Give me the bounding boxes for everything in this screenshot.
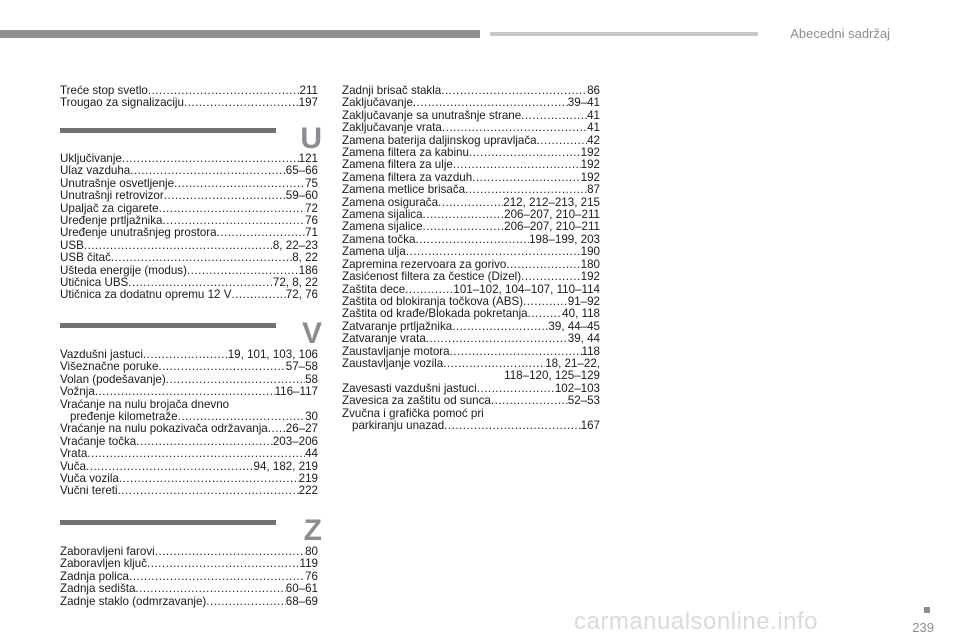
- section-divider: [60, 128, 276, 133]
- section-letter: U: [300, 122, 322, 155]
- watermark: carmanualsonline.info: [574, 608, 818, 635]
- dot-leader: [441, 85, 587, 97]
- index-entry: [342, 333, 600, 345]
- dot-leader: [423, 209, 505, 221]
- entry-pages: 192: [580, 158, 600, 172]
- entry-pages: 71: [305, 226, 318, 240]
- entry-term: Vuča: [60, 459, 86, 473]
- entry-pages: 121: [298, 152, 318, 165]
- index-entry: [342, 97, 600, 109]
- dot-leader: [406, 246, 581, 258]
- index-entry: [342, 221, 600, 233]
- dot-leader: [158, 361, 285, 373]
- index-entry: [60, 448, 318, 460]
- entry-pages: 190: [580, 245, 600, 259]
- entry-term: Zamena osigurača: [342, 195, 439, 209]
- entry-term: Unutrašnji retrovizor: [60, 189, 164, 203]
- index-entry: [342, 271, 600, 283]
- entry-pages: 8, 22–23: [272, 238, 318, 252]
- entry-pages: 180: [580, 257, 600, 271]
- entry-term: Vožnja: [60, 385, 95, 399]
- entry-pages: 72: [305, 201, 318, 215]
- index-entry: [60, 423, 318, 435]
- entry-pages: 206–207, 210–211: [504, 208, 600, 222]
- entry-pages: 101–102, 104–107, 110–114: [453, 282, 600, 296]
- section-z-entries: [60, 546, 318, 608]
- index-left-top: [60, 85, 318, 110]
- section-letter: V: [301, 317, 322, 350]
- entry-pages: 44: [305, 447, 318, 461]
- entry-pages: 192: [580, 270, 600, 284]
- entry-pages: 102–103: [554, 381, 600, 395]
- entry-term: Vučni tereti: [60, 484, 118, 498]
- entry-term: Vuča vozila: [60, 472, 119, 486]
- index-entry: [60, 596, 318, 608]
- entry-pages: 192: [580, 170, 600, 184]
- page-number: 239: [912, 620, 934, 635]
- entry-pages: 39, 44: [567, 332, 600, 346]
- section-divider: [60, 520, 276, 525]
- entry-pages: 19, 101, 103, 106: [227, 348, 318, 361]
- dot-leader: [122, 153, 299, 165]
- entry-term: Vraćanje na nulu pokazivača održavanja: [60, 422, 268, 436]
- dot-leader: [147, 558, 300, 570]
- entry-term: Uređenje unutrašnjeg prostora: [60, 226, 217, 240]
- entry-term: USB čitač: [60, 251, 111, 265]
- entry-term: Zavesasti vazdušni jastuci: [342, 381, 477, 395]
- index-entry: [342, 370, 600, 382]
- entry-pages: 222: [298, 484, 318, 498]
- entry-pages: 30: [305, 410, 318, 424]
- entry-pages: 8, 22: [292, 251, 318, 265]
- dot-leader: [423, 221, 505, 233]
- dot-leader: [521, 110, 587, 122]
- header-bar-light: [490, 32, 758, 36]
- dot-leader: [491, 395, 568, 407]
- index-entry: [342, 122, 600, 134]
- entry-pages: 76: [305, 214, 318, 228]
- dot-leader: [426, 333, 568, 345]
- entry-term: USB: [60, 238, 84, 252]
- section-v-entries: [60, 349, 318, 498]
- entry-pages: 18, 21–22,: [545, 356, 600, 370]
- index-entry: [60, 190, 318, 202]
- entry-term: Zamena sijalica: [342, 208, 423, 222]
- index-entry: [60, 485, 318, 497]
- section-divider: [60, 323, 276, 328]
- entry-term: Treće stop svetlo: [60, 84, 148, 97]
- entry-term: Zvučna i grafička pomoć pri: [342, 406, 484, 420]
- entry-term: Vraćanje točka: [60, 434, 137, 448]
- entry-pages: 116–117: [274, 385, 318, 399]
- entry-pages: 118: [581, 344, 600, 358]
- entry-term: Zaustavljanje vozila: [342, 356, 444, 370]
- entry-pages: 75: [305, 176, 318, 190]
- entry-term: Zaštita dece: [342, 282, 406, 296]
- dot-leader: [111, 252, 292, 264]
- entry-pages: 86: [587, 84, 600, 97]
- entry-pages: 26–27: [285, 422, 318, 436]
- entry-term: Zadnja sedišta: [60, 582, 136, 596]
- entry-pages: 41: [587, 108, 600, 122]
- entry-term: Ušteda energije (modus): [60, 263, 187, 277]
- dot-leader: [206, 596, 285, 608]
- dot-leader: [118, 485, 299, 497]
- entry-term: Ulaz vazduha: [60, 164, 131, 178]
- dot-leader: [444, 420, 580, 432]
- entry-term: Zamena sijalice: [342, 220, 423, 234]
- section-title: Abecedni sadržaj: [790, 26, 890, 41]
- entry-term: Zamena ulja: [342, 245, 406, 259]
- dot-leader: [231, 289, 285, 301]
- dot-leader: [472, 172, 580, 184]
- dot-leader: [537, 135, 587, 147]
- entry-pages: 211: [299, 84, 318, 97]
- dot-leader: [521, 271, 581, 283]
- entry-term: Volan (podešavanje): [60, 372, 166, 386]
- index-entry: [60, 97, 318, 109]
- entry-pages: 206–207, 210–211: [504, 220, 600, 234]
- dot-leader: [119, 473, 299, 485]
- entry-pages: 80: [305, 545, 318, 558]
- entry-term: Zadnje staklo (odmrzavanje): [60, 594, 207, 608]
- entry-term: pređenje kilometraže: [70, 410, 178, 424]
- dot-leader: [155, 546, 305, 558]
- entry-term: Trougao za signalizaciju: [60, 96, 184, 110]
- entry-pages: 87: [587, 183, 600, 197]
- entry-pages: 192: [580, 146, 600, 160]
- entry-term: Zamena filtera za kabinu: [342, 146, 469, 160]
- index-entry: [342, 159, 600, 171]
- entry-pages: 72, 8, 22: [272, 276, 318, 290]
- entry-pages: 40, 118: [562, 307, 600, 321]
- dot-leader: [465, 184, 587, 196]
- dot-leader: [217, 227, 305, 239]
- entry-term: Utičnica UBS: [60, 276, 129, 290]
- dot-leader: [268, 423, 286, 435]
- entry-pages: 76: [305, 569, 318, 583]
- dot-leader: [413, 97, 568, 109]
- index-entry: [60, 252, 318, 264]
- dot-leader: [135, 583, 285, 595]
- page-marker: [924, 607, 930, 613]
- entry-pages: 52–53: [567, 394, 600, 408]
- entry-term: Zaključavanje sa unutrašnje strane: [342, 108, 522, 122]
- entry-pages: 58: [305, 372, 318, 386]
- entry-pages: 65–66: [285, 164, 318, 178]
- entry-term: Zamena filtera za vazduh: [342, 170, 473, 184]
- entry-term: Zadnji brisač stakla: [342, 84, 442, 97]
- entry-term: Zamena točka: [342, 232, 416, 246]
- entry-pages: 186: [298, 263, 318, 277]
- dot-leader: [84, 240, 273, 252]
- entry-term: Vraćanje na nulu brojača dnevno: [60, 397, 230, 411]
- dot-leader: [129, 571, 305, 583]
- dot-leader: [523, 296, 568, 308]
- entry-term: Zaštita od krađe/Blokada pokretanja: [342, 307, 528, 321]
- entry-pages: 198–199, 203: [529, 232, 600, 246]
- entry-pages: 203–206: [272, 434, 318, 448]
- entry-pages: 72, 76: [285, 288, 318, 302]
- entry-term: Zamena filtera za ulje: [342, 158, 453, 172]
- index-entry: [342, 420, 600, 432]
- entry-pages: 91–92: [567, 294, 600, 308]
- entry-term: Zasićenost filtera za čestice (Dizel): [342, 270, 522, 284]
- entry-pages: 39–41: [567, 96, 600, 110]
- entry-term: Vazdušni jastuci: [60, 348, 143, 361]
- dot-leader: [184, 97, 299, 109]
- dot-leader: [453, 159, 581, 171]
- entry-term: Zaštita od blokiranja točkova (ABS): [342, 294, 524, 308]
- entry-pages: 94, 182, 219: [253, 459, 318, 473]
- entry-term: Zaboravljeni farovi: [60, 545, 155, 558]
- index-entry: [60, 289, 318, 301]
- dot-leader: [130, 165, 286, 177]
- index-right-column: [342, 85, 600, 432]
- entry-pages: 39, 44–45: [548, 319, 600, 333]
- header-bar: [0, 30, 480, 38]
- entry-term: Zamena baterija daljinskog upravljača: [342, 133, 537, 147]
- entry-pages: 219: [298, 472, 318, 486]
- entry-pages: 197: [298, 96, 318, 110]
- entry-pages: 167: [580, 418, 600, 432]
- index-entry: [60, 558, 318, 570]
- entry-term: Utičnica za dodatnu opremu 12 V: [60, 288, 232, 302]
- index-entry: [342, 246, 600, 258]
- dot-leader: [528, 308, 563, 320]
- dot-leader: [164, 190, 286, 202]
- index-entry: [342, 308, 600, 320]
- entry-term: Zatvaranje prtljažnika: [342, 319, 453, 333]
- entry-pages: 57–58: [285, 360, 318, 374]
- dot-leader: [415, 234, 529, 246]
- index-entry: [60, 436, 318, 448]
- entry-pages: 42: [587, 133, 600, 147]
- section-u-entries: [60, 153, 318, 302]
- entry-term: Zamena metlice brisača: [342, 183, 466, 197]
- entry-term: Uređenje prtljažnika: [60, 214, 163, 228]
- entry-pages: 41: [587, 121, 600, 135]
- dot-leader: [159, 203, 305, 215]
- dot-leader: [452, 321, 548, 333]
- entry-term: Zadnja polica: [60, 569, 129, 583]
- entry-term: Zaustavljanje motora: [342, 344, 450, 358]
- entry-term: parkiranju unazad: [352, 418, 445, 432]
- dot-leader: [469, 147, 581, 159]
- entry-term: Zapremina rezervoara za gorivo: [342, 257, 507, 271]
- section-letter: Z: [303, 514, 322, 547]
- entry-term: Zatvaranje vrata: [342, 332, 426, 346]
- entry-term: Višeznačne poruke: [60, 360, 159, 374]
- entry-pages: 119: [299, 557, 318, 571]
- index-entry: [342, 184, 600, 196]
- index-entry: [60, 583, 318, 595]
- entry-term: Zaključavanje: [342, 96, 413, 110]
- entry-term: Zaboravljen ključ: [60, 557, 147, 571]
- entry-term: Upaljač za cigarete: [60, 201, 159, 215]
- index-entry: [60, 227, 318, 239]
- entry-pages: 60–61: [285, 582, 318, 596]
- index-entry: [60, 165, 318, 177]
- entry-term: Vrata: [60, 447, 88, 461]
- entry-term: Zaključavanje vrata: [342, 121, 442, 135]
- entry-pages: 118–120, 125–129: [504, 369, 600, 383]
- dot-leader: [438, 197, 503, 209]
- entry-term: Uključivanje: [60, 152, 122, 165]
- entry-pages: 68–69: [285, 594, 318, 608]
- dot-leader: [87, 448, 305, 460]
- entry-pages: 212, 212–213, 215: [503, 195, 600, 209]
- index-entry: [60, 361, 318, 373]
- entry-term: Unutrašnje osvetljenje: [60, 176, 175, 190]
- entry-pages: 59–60: [285, 189, 318, 203]
- dot-leader: [136, 436, 273, 448]
- dot-leader: [442, 122, 587, 134]
- entry-term: Zavesica za zaštitu od sunca: [342, 394, 491, 408]
